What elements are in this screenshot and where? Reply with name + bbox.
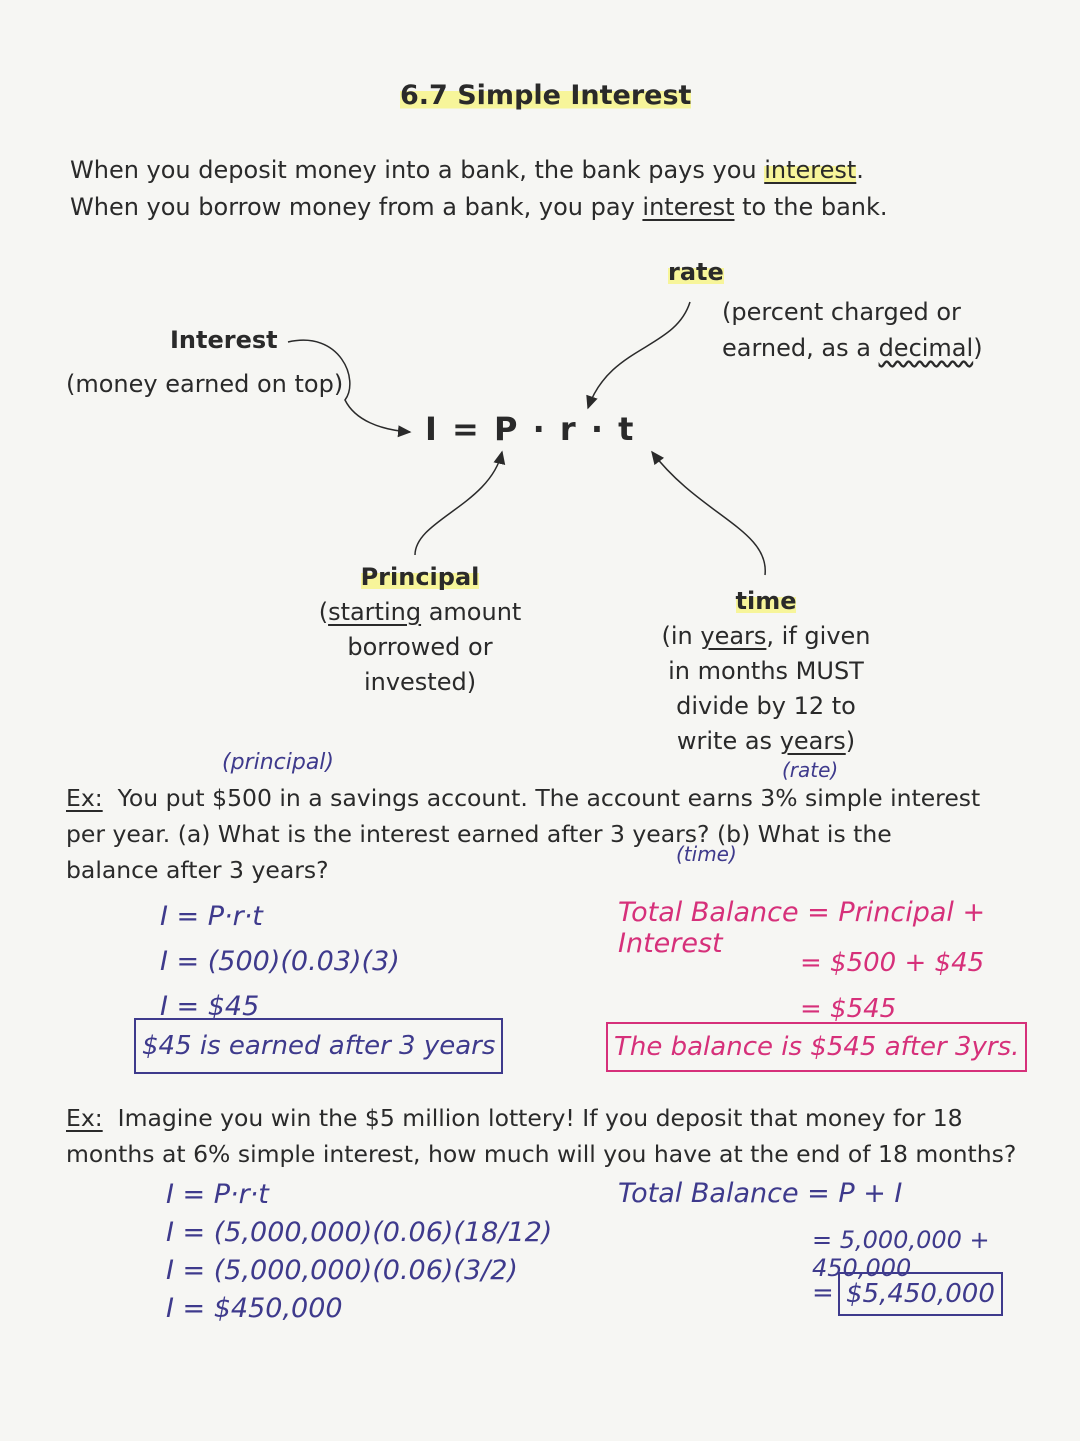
example-1-problem <box>66 780 1016 888</box>
example-2-line-1: Imagine you win the $5 million lottery! If you deposit that money for 18 <box>117 1104 963 1132</box>
time-desc-end: ) <box>845 727 856 755</box>
principal-desc-text: amount <box>421 598 522 626</box>
arrow-principal <box>415 452 502 555</box>
example-1-line-3: balance after 3 years? <box>66 856 329 884</box>
formula-expression: I = P · r · t <box>425 410 636 448</box>
note-time: (time) <box>676 842 737 866</box>
interest-term: interest <box>764 156 857 184</box>
balance-sum-2: = 5,000,000 + 450,000 <box>812 1226 990 1282</box>
principal-label: Principal <box>360 563 480 591</box>
answer-2-box: $5,450,000 <box>838 1272 1003 1316</box>
rate-desc-text: earned, as a <box>722 334 879 362</box>
balance-sum: = $500 + $45 <box>800 948 985 978</box>
note-principal: (principal) <box>222 750 334 775</box>
time-desc-text: , if given <box>766 622 871 650</box>
balance-formula-2: Total Balance = P + I <box>618 1178 903 1209</box>
note-rate: (rate) <box>782 758 839 782</box>
principal-desc-line-3: invested) <box>363 668 477 696</box>
example-1-line-2: per year. (a) What is the interest earned after 3 years? (b) What is the <box>66 820 892 848</box>
rate-desc-line-2 <box>722 330 983 366</box>
example-1-work <box>160 894 400 1029</box>
time-desc-text: write as <box>676 727 780 755</box>
rate-desc-line-1: (percent charged or <box>722 298 961 326</box>
rate-description <box>722 294 983 366</box>
time-desc-line-2: in months MUST <box>668 657 864 685</box>
principal-desc-line-2: borrowed or <box>347 633 493 661</box>
answer-b-box: The balance is $545 after 3yrs. <box>606 1022 1027 1072</box>
interest-term: interest <box>642 193 735 221</box>
time-desc-line-3: divide by 12 to <box>676 692 856 720</box>
principal-block <box>300 560 540 700</box>
balance-equals-2: = <box>812 1278 834 1308</box>
work-line: I = P·r·t <box>166 1179 269 1210</box>
time-desc-text: (in <box>661 622 701 650</box>
intro-line-2-text: When you borrow money from a bank, you pay <box>70 193 643 221</box>
example-2-problem <box>66 1100 1026 1172</box>
starting-term: starting <box>328 598 422 626</box>
work-line: I = $450,000 <box>166 1293 343 1324</box>
work-line: I = (5,000,000)(0.06)(3/2) <box>166 1255 518 1286</box>
example-label: Ex: <box>66 1104 103 1132</box>
time-block <box>646 584 886 759</box>
example-label: Ex: <box>66 784 103 812</box>
principal-paren: ( <box>318 598 329 626</box>
answer-a-box: $45 is earned after 3 years <box>134 1018 503 1074</box>
balance-formula: Total Balance = Principal + Interest <box>618 897 986 959</box>
example-1-line-1: You put $500 in a savings account. The account earns 3% simple interest <box>117 784 981 812</box>
rate-desc-end: ) <box>973 334 983 362</box>
interest-label: Interest <box>170 326 278 354</box>
arrow-time <box>652 452 765 575</box>
decimal-term: decimal <box>878 334 974 362</box>
work-line: I = P·r·t <box>160 901 263 932</box>
work-line: I = $45 <box>160 991 260 1022</box>
years-term: years <box>779 727 846 755</box>
intro-line-2-end: to the bank. <box>734 193 888 221</box>
work-line: I = (500)(0.03)(3) <box>160 946 400 977</box>
page-title: 6.7 Simple Interest <box>400 80 692 111</box>
work-line: I = (5,000,000)(0.06)(18/12) <box>166 1217 553 1248</box>
example-2-line-2: months at 6% simple interest, how much will you have at the end of 18 months? <box>66 1140 1017 1168</box>
intro-line-1-end: . <box>856 156 864 184</box>
arrow-rate <box>588 302 690 408</box>
balance-result: = $545 <box>800 994 897 1024</box>
time-label: time <box>735 587 797 615</box>
rate-label: rate <box>668 258 724 286</box>
example-2-work <box>166 1176 552 1328</box>
years-term: years <box>700 622 767 650</box>
interest-description: (money earned on top) <box>66 370 344 398</box>
intro-line-1-text: When you deposit money into a bank, the bank pays you <box>70 156 765 184</box>
